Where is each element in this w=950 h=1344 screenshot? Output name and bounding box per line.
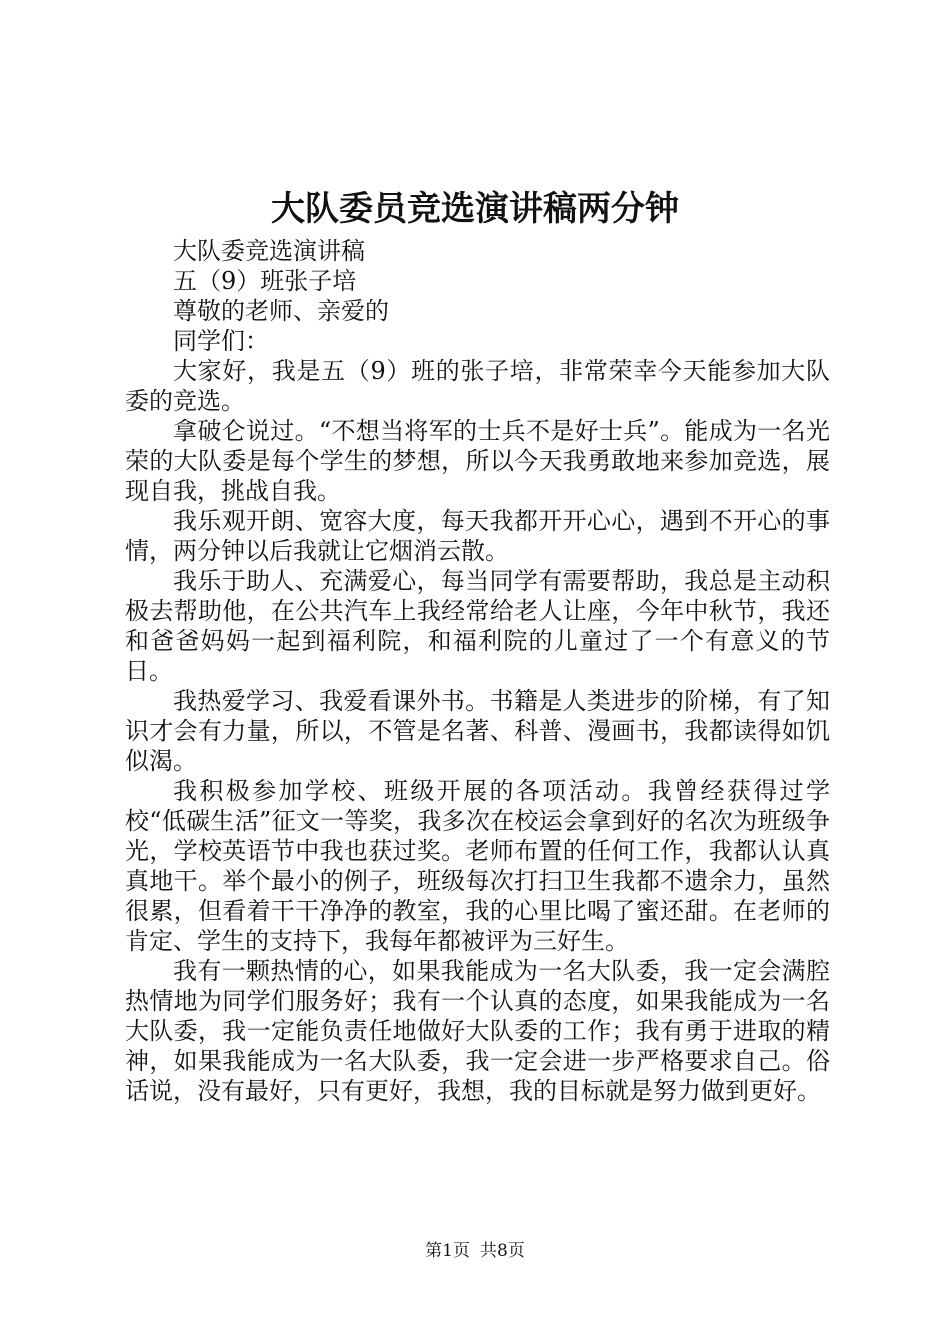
paragraph: 我有一颗热情的心，如果我能成为一名大队委，我一定会满腔热情地为同学们服务好；我有一个认真的态度，如果我能成为一名大队委，我一定能负责任地做好大队委的工作；我有勇于进取的精神，如果我能成为一名大队委，我一定会进一步严格要求自己。俗话说，没有最好，只有更好，我想，我的目标就是努力做到更好。	[125, 957, 830, 1105]
paragraph: 我积极参加学校、班级开展的各项活动。我曾经获得过学校“低碳生活”征文一等奖，我多次在校运会拿到好的名次为班级争光，学校英语节中我也获过奖。老师布置的任何工作，我都认认真真地干。举个最小的例子，班级每次打扫卫生我都不遗余力，虽然很累，但看着干干净净的教室，我的心里比喝了蜜还甜。在老师的肯定、学生的支持下，我每年都被评为三好生。	[125, 777, 830, 955]
paragraph: 我热爱学习、我爱看课外书。书籍是人类进步的阶梯，有了知识才会有力量，所以，不管是名著、科普、漫画书，我都读得如饥似渴。	[125, 687, 830, 775]
page-footer	[0, 1240, 950, 1262]
paragraph: 我乐于助人、充满爱心，每当同学有需要帮助，我总是主动积极去帮助他，在公共汽车上我经常给老人让座，今年中秋节，我还和爸爸妈妈一起到福利院，和福利院的儿童过了一个有意义的节日。	[125, 567, 830, 685]
heading-line: 大队委竞选演讲稿	[173, 237, 365, 265]
salutation-line: 同学们：	[173, 327, 269, 355]
page-title: 大队委员竞选演讲稿两分钟	[271, 189, 679, 229]
paragraph: 我乐观开朗、宽容大度，每天我都开开心心，遇到不开心的事情，两分钟以后我就让它烟消云散。	[125, 507, 830, 565]
paragraph: 大家好，我是五（9）班的张子培，非常荣幸今天能参加大队委的竞选。	[125, 357, 830, 415]
document-body	[125, 236, 830, 1106]
page-number: 第1页	[425, 1241, 470, 1261]
page-total: 共8页	[480, 1241, 525, 1261]
salutation-line: 尊敬的老师、亲爱的	[173, 297, 389, 325]
author-line: 五（9）班张子培	[173, 267, 357, 295]
paragraph: 拿破仑说过。“不想当将军的士兵不是好士兵”。能成为一名光荣的大队委是每个学生的梦想，所以今天我勇敢地来参加竞选，展现自我，挑战自我。	[125, 417, 830, 505]
